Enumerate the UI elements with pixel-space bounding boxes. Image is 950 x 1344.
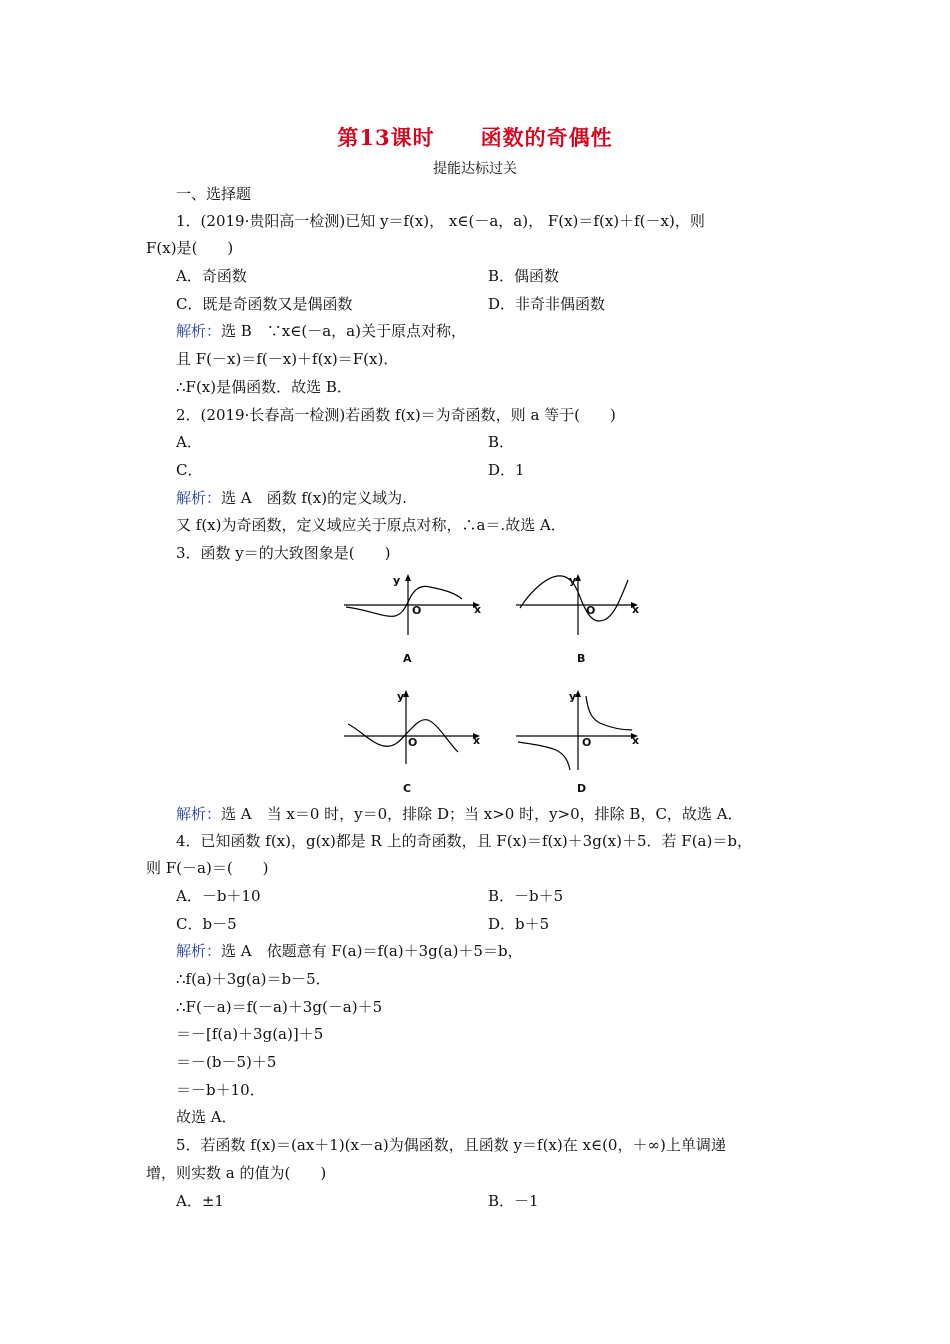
lesson-title (0, 122, 950, 152)
solution-label: 解析： (176, 489, 222, 507)
q4-option-b: B．－b＋5 (488, 887, 564, 905)
q1-option-b: B．偶函数 (488, 267, 560, 285)
graph-option-d (512, 686, 642, 776)
solution-label: 解析： (176, 322, 222, 340)
q4-option-c: C．b－5 (176, 915, 237, 933)
q4-option-a: A．－b＋10 (176, 887, 261, 905)
q2-option-a: A． (176, 433, 202, 451)
lesson-topic: 函数的奇偶性 (480, 125, 613, 150)
q1-option-c: C．既是奇函数又是偶函数 (176, 295, 353, 313)
graph-c-origin-label: O (408, 736, 418, 749)
graph-c-caption: C (403, 782, 412, 795)
q1-stem-line1: 1．(2019·贵阳高一检测)已知 y＝f(x)， x∈(－a，a)， F(x)＝f(x)＋f(－x)，则 (176, 212, 705, 230)
q2-option-d: D．1 (488, 461, 525, 479)
q2-option-c: C． (176, 461, 203, 479)
section-heading: 一、选择题 (176, 185, 252, 203)
q3-solution-line1: 解析：选 A 当 x＝0 时，y＝0，排除 D；当 x>0 时，y>0，排除 B，C，故选 A． (176, 805, 743, 823)
subtitle: 提能达标过关 (433, 161, 517, 177)
graph-d-origin-label: O (582, 736, 592, 749)
q4-option-d: D．b＋5 (488, 915, 550, 933)
graph-b-origin-label: O (586, 604, 596, 617)
graph-a-y-label: y (393, 574, 401, 587)
q1-solution-line2: 且 F(－x)＝f(－x)＋f(x)＝F(x)． (176, 350, 399, 368)
q1-solution-line3: ∴F(x)是偶函数．故选 B． (176, 378, 352, 396)
graph-d-y-label: y (569, 690, 577, 703)
q1-solution-line1: 解析：选 B ∵x∈(－a，a)关于原点对称， (176, 322, 466, 340)
q4-solution-line6: ＝－b＋10． (176, 1081, 265, 1099)
q4-solution-line4: ＝－[f(a)＋3g(a)]＋5 (176, 1025, 324, 1043)
q4-stem-line1: 4．已知函数 f(x)，g(x)都是 R 上的奇函数，且 F(x)＝f(x)＋3g(x)＋5．若 F(a)＝b， (176, 832, 752, 850)
graph-d-x-label: x (632, 734, 640, 747)
q5-stem-line1: 5．若函数 f(x)＝(ax＋1)(x－a)为偶函数，且函数 y＝f(x)在 x∈(0，＋∞)上单调递 (176, 1136, 726, 1154)
graph-b-caption: B (577, 652, 586, 665)
q1-option-d: D．非奇非偶函数 (488, 295, 606, 313)
q5-option-b: B．－1 (488, 1192, 539, 1210)
graph-b-y-label: y (569, 574, 577, 587)
graph-d-caption: D (577, 782, 587, 795)
solution-label: 解析： (176, 805, 222, 823)
q4-solution-line5: ＝－(b－5)＋5 (176, 1053, 277, 1071)
q3-stem-line1: 3．函数 y＝的大致图象是( ) (176, 544, 391, 562)
q1-option-a: A．奇函数 (176, 267, 247, 285)
graph-a-origin-label: O (412, 604, 422, 617)
graph-option-b (512, 570, 642, 640)
q4-solution-line1: 解析：选 A 依题意有 F(a)＝f(a)＋3g(a)＋5＝b， (176, 942, 523, 960)
q4-solution-line7: 故选 A． (176, 1108, 237, 1126)
q5-stem-line2: 增，则实数 a 的值为( ) (146, 1164, 327, 1182)
solution-label: 解析： (176, 942, 222, 960)
q2-solution-line1: 解析：选 A 函数 f(x)的定义域为. (176, 489, 407, 507)
q1-stem-line2: F(x)是( ) (146, 239, 234, 257)
graph-b-x-label: x (632, 603, 640, 616)
graph-option-c (340, 686, 485, 766)
graph-c-x-label: x (473, 734, 481, 747)
lesson-number: 第13课时 (337, 125, 435, 150)
q4-solution-line3: ∴F(－a)＝f(－a)＋3g(－a)＋5 (176, 998, 383, 1016)
q2-stem-line1: 2．(2019·长春高一检测)若函数 f(x)＝为奇函数，则 a 等于( ) (176, 406, 616, 424)
graph-a-caption: A (403, 652, 412, 665)
q4-solution-line2: ∴f(a)＋3g(a)＝b－5． (176, 970, 331, 988)
q2-solution-line2: 又 f(x)为奇函数，定义域应关于原点对称，∴a＝.故选 A． (176, 516, 566, 534)
q4-stem-line2: 则 F(－a)＝( ) (146, 859, 269, 877)
graph-a-x-label: x (474, 603, 482, 616)
q5-option-a: A．±1 (176, 1192, 224, 1210)
graph-c-y-label: y (397, 690, 405, 703)
q2-option-b: B． (488, 433, 515, 451)
